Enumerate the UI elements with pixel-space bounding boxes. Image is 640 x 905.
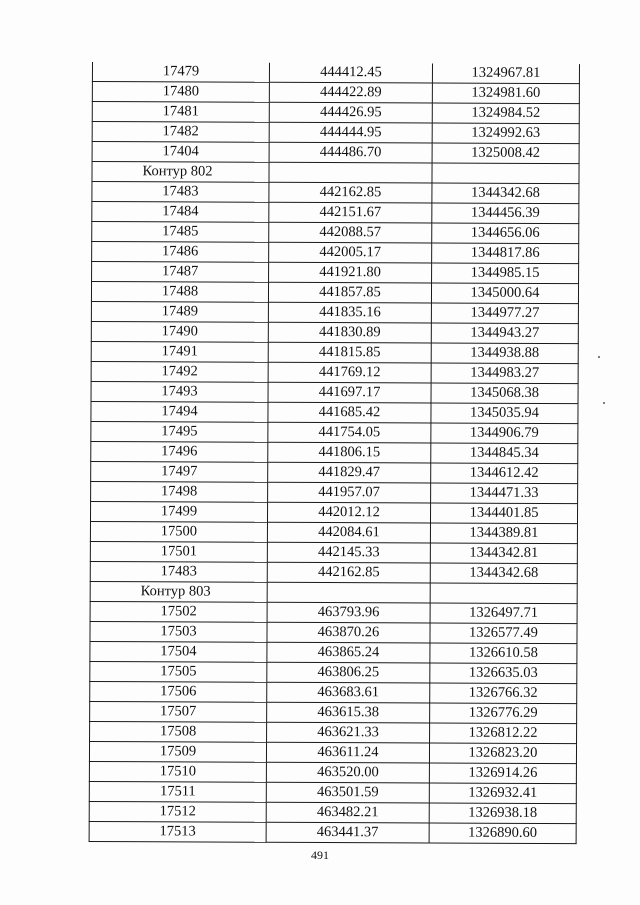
table-row xyxy=(90,561,577,583)
table-row xyxy=(90,541,577,563)
table-row xyxy=(92,202,579,224)
coordinates-table-body xyxy=(89,62,579,844)
point-id-cell: 17512 xyxy=(89,801,266,822)
x-coordinate-cell: 442162.85 xyxy=(267,562,430,583)
page-number: 491 xyxy=(311,848,329,862)
x-coordinate-cell: 441957.07 xyxy=(268,482,431,503)
table-row xyxy=(92,222,579,244)
y-coordinate-cell: 1326914.26 xyxy=(429,763,576,784)
y-coordinate-cell: 1326890.60 xyxy=(429,823,576,844)
y-coordinate-cell: 1325008.42 xyxy=(432,143,579,164)
x-coordinate-cell: 444412.45 xyxy=(269,63,432,83)
point-id-cell: 17507 xyxy=(90,701,267,722)
x-coordinate-cell: 442162.85 xyxy=(269,182,432,203)
x-coordinate-cell: 441754.05 xyxy=(268,422,431,443)
x-coordinate-cell: 463520.00 xyxy=(266,762,429,783)
point-id-cell: 17491 xyxy=(91,341,268,362)
y-coordinate-cell: 1324984.52 xyxy=(432,103,579,124)
x-coordinate-cell: 442145.33 xyxy=(267,542,430,563)
y-coordinate-cell: 1344938.88 xyxy=(431,343,578,364)
x-coordinate-cell: 441806.15 xyxy=(268,442,431,463)
table-row xyxy=(92,82,579,104)
table-row xyxy=(91,381,578,403)
y-coordinate-cell: 1344817.86 xyxy=(432,243,579,264)
x-coordinate-cell: 441857.85 xyxy=(268,282,431,303)
y-coordinate-cell: 1344656.06 xyxy=(432,223,579,244)
contour-header-row xyxy=(92,162,579,184)
point-id-cell: 17490 xyxy=(91,321,268,342)
y-coordinate-cell: 1326610.58 xyxy=(430,643,577,664)
x-coordinate-cell: 463611.24 xyxy=(266,742,429,763)
table-row xyxy=(90,501,577,523)
table-row xyxy=(92,62,579,84)
empty-cell xyxy=(267,582,430,603)
y-coordinate-cell: 1326812.22 xyxy=(430,723,577,744)
table-row xyxy=(90,701,577,723)
empty-cell xyxy=(269,162,432,183)
y-coordinate-cell: 1344845.34 xyxy=(431,443,578,464)
y-coordinate-cell: 1344983.27 xyxy=(431,363,578,384)
point-id-cell: 17509 xyxy=(89,741,266,762)
y-coordinate-cell: 1326932.41 xyxy=(429,783,576,804)
x-coordinate-cell: 442088.57 xyxy=(269,222,432,243)
point-id-cell: 17481 xyxy=(92,102,269,123)
point-id-cell: 17513 xyxy=(89,821,266,842)
y-coordinate-cell: 1345035.94 xyxy=(431,403,578,424)
x-coordinate-cell: 442012.12 xyxy=(267,502,430,523)
x-coordinate-cell: 441921.80 xyxy=(269,262,432,283)
scan-speck xyxy=(598,356,600,358)
table-row xyxy=(92,142,579,164)
x-coordinate-cell: 441815.85 xyxy=(268,342,431,363)
point-id-cell: 17504 xyxy=(90,641,267,662)
x-coordinate-cell: 444422.89 xyxy=(269,82,432,103)
y-coordinate-cell: 1326577.49 xyxy=(430,623,577,644)
y-coordinate-cell: 1324967.81 xyxy=(432,63,579,83)
point-id-cell: 17500 xyxy=(90,521,267,542)
table-row xyxy=(91,361,578,383)
point-id-cell: 17494 xyxy=(91,401,268,422)
empty-cell xyxy=(432,163,579,184)
x-coordinate-cell: 463870.26 xyxy=(267,622,430,643)
coordinates-table xyxy=(89,62,580,844)
point-id-cell: 17483 xyxy=(90,561,267,582)
point-id-cell: 17484 xyxy=(92,202,269,223)
y-coordinate-cell: 1344906.79 xyxy=(431,423,578,444)
table-row xyxy=(91,301,578,323)
point-id-cell: 17502 xyxy=(90,601,267,622)
x-coordinate-cell: 444486.70 xyxy=(269,142,432,163)
x-coordinate-cell: 442151.67 xyxy=(269,202,432,223)
point-id-cell: 17487 xyxy=(92,262,269,283)
y-coordinate-cell: 1344943.27 xyxy=(431,323,578,344)
x-coordinate-cell: 442005.17 xyxy=(269,242,432,263)
x-coordinate-cell: 441829.47 xyxy=(268,462,431,483)
table-row xyxy=(89,801,576,823)
y-coordinate-cell: 1324981.60 xyxy=(432,83,579,104)
table-row xyxy=(89,821,576,843)
table-row xyxy=(90,601,577,623)
table-row xyxy=(92,102,579,124)
point-id-cell: 17497 xyxy=(91,461,268,482)
point-id-cell: 17479 xyxy=(92,62,269,82)
y-coordinate-cell: 1345068.38 xyxy=(431,383,578,404)
point-id-cell: 17508 xyxy=(90,721,267,742)
y-coordinate-cell: 1344977.27 xyxy=(431,303,578,324)
y-coordinate-cell: 1326497.71 xyxy=(430,603,577,624)
point-id-cell: 17511 xyxy=(89,781,266,802)
x-coordinate-cell: 441835.16 xyxy=(268,302,431,323)
point-id-cell: 17489 xyxy=(91,301,268,322)
table-row xyxy=(92,182,579,204)
x-coordinate-cell: 463501.59 xyxy=(266,782,429,803)
x-coordinate-cell: 463865.24 xyxy=(267,642,430,663)
x-coordinate-cell: 463621.33 xyxy=(267,722,430,743)
table-row xyxy=(92,122,579,144)
point-id-cell: 17499 xyxy=(90,501,267,522)
point-id-cell: 17505 xyxy=(90,661,267,682)
table-row xyxy=(91,481,578,503)
x-coordinate-cell: 463482.21 xyxy=(266,802,429,823)
contour-label: Контур 802 xyxy=(92,162,269,183)
y-coordinate-cell: 1344389.81 xyxy=(430,523,577,544)
table-row xyxy=(91,321,578,343)
y-coordinate-cell: 1344612.42 xyxy=(431,463,578,484)
table-row xyxy=(90,721,577,743)
table-row xyxy=(89,781,576,803)
x-coordinate-cell: 463793.96 xyxy=(267,602,430,623)
contour-label: Контур 803 xyxy=(90,581,267,602)
y-coordinate-cell: 1326938.18 xyxy=(429,803,576,824)
y-coordinate-cell: 1326635.03 xyxy=(430,663,577,684)
x-coordinate-cell: 444426.95 xyxy=(269,102,432,123)
y-coordinate-cell: 1326823.20 xyxy=(429,743,576,764)
point-id-cell: 17480 xyxy=(92,82,269,103)
table-row xyxy=(91,341,578,363)
point-id-cell: 17485 xyxy=(92,222,269,243)
point-id-cell: 17506 xyxy=(90,681,267,702)
y-coordinate-cell: 1345000.64 xyxy=(431,283,578,304)
table-row xyxy=(92,262,579,284)
table-row xyxy=(91,421,578,443)
point-id-cell: 17492 xyxy=(91,361,268,382)
x-coordinate-cell: 463441.37 xyxy=(266,822,429,843)
y-coordinate-cell: 1344342.68 xyxy=(430,563,577,584)
y-coordinate-cell: 1326766.32 xyxy=(430,683,577,704)
x-coordinate-cell: 441830.89 xyxy=(268,322,431,343)
scan-speck xyxy=(603,402,605,404)
x-coordinate-cell: 463615.38 xyxy=(267,702,430,723)
y-coordinate-cell: 1326776.29 xyxy=(430,703,577,724)
x-coordinate-cell: 463806.25 xyxy=(267,662,430,683)
y-coordinate-cell: 1344401.85 xyxy=(430,503,577,524)
table-row xyxy=(90,681,577,703)
point-id-cell: 17496 xyxy=(91,441,268,462)
table-row xyxy=(92,242,579,264)
x-coordinate-cell: 442084.61 xyxy=(267,522,430,543)
table-row xyxy=(91,461,578,483)
table-row xyxy=(91,441,578,463)
point-id-cell: 17486 xyxy=(92,242,269,263)
contour-header-row xyxy=(90,581,577,603)
point-id-cell: 17482 xyxy=(92,122,269,143)
y-coordinate-cell: 1344342.68 xyxy=(432,183,579,204)
y-coordinate-cell: 1344985.15 xyxy=(432,263,579,284)
point-id-cell: 17483 xyxy=(92,182,269,203)
y-coordinate-cell: 1344471.33 xyxy=(431,483,578,504)
x-coordinate-cell: 441685.42 xyxy=(268,402,431,423)
point-id-cell: 17510 xyxy=(89,761,266,782)
table-row xyxy=(90,661,577,683)
point-id-cell: 17498 xyxy=(91,481,268,502)
table-row xyxy=(89,761,576,783)
table-row xyxy=(91,401,578,423)
y-coordinate-cell: 1344342.81 xyxy=(430,543,577,564)
x-coordinate-cell: 441697.17 xyxy=(268,382,431,403)
point-id-cell: 17503 xyxy=(90,621,267,642)
table-row xyxy=(90,621,577,643)
x-coordinate-cell: 463683.61 xyxy=(267,682,430,703)
table-row xyxy=(90,641,577,663)
table-row xyxy=(91,282,578,304)
table-row xyxy=(90,521,577,543)
empty-cell xyxy=(430,583,577,604)
point-id-cell: 17501 xyxy=(90,541,267,562)
point-id-cell: 17404 xyxy=(92,142,269,163)
point-id-cell: 17495 xyxy=(91,421,268,442)
y-coordinate-cell: 1344456.39 xyxy=(432,203,579,224)
point-id-cell: 17488 xyxy=(91,282,268,303)
y-coordinate-cell: 1324992.63 xyxy=(432,123,579,144)
x-coordinate-cell: 441769.12 xyxy=(268,362,431,383)
x-coordinate-cell: 444444.95 xyxy=(269,122,432,143)
table-row xyxy=(89,741,576,763)
point-id-cell: 17493 xyxy=(91,381,268,402)
